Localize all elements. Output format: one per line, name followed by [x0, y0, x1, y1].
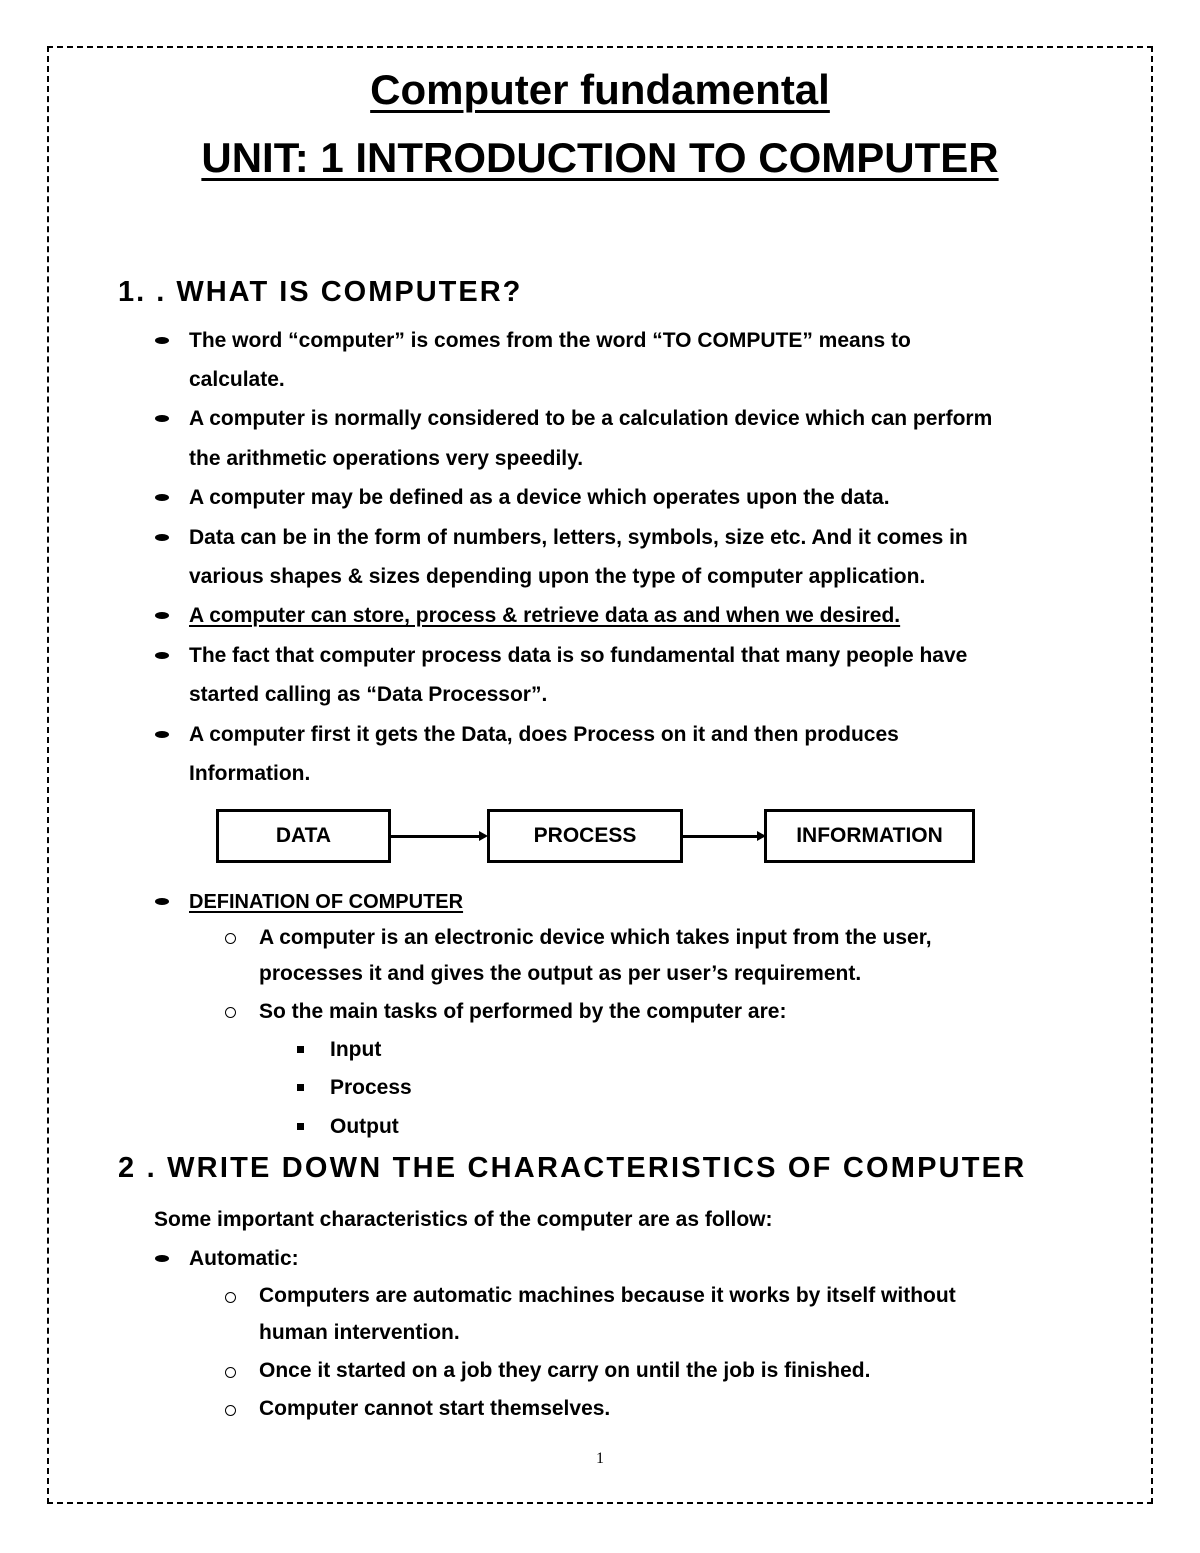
bullet-icon: [155, 337, 169, 344]
bullet-line: A computer may be defined as a device which operates upon the data.: [189, 486, 890, 509]
flow-box-process: PROCESS: [487, 809, 683, 863]
bullet-line: Data can be in the form of numbers, letters, symbols, size etc. And it comes in: [189, 526, 968, 549]
unit-title: UNIT: 1 INTRODUCTION TO COMPUTER: [201, 134, 999, 181]
task-item: Output: [330, 1115, 399, 1138]
bullet-line: started calling as “Data Processor”.: [189, 683, 548, 706]
definition-heading: DEFINATION OF COMPUTER: [189, 891, 464, 913]
bullet-icon: [155, 652, 169, 659]
bullet-icon: [155, 898, 169, 905]
flow-arrow: [683, 835, 757, 838]
flow-box-data: DATA: [216, 809, 391, 863]
bullet-line: The fact that computer process data is so fundamental that many people have: [189, 644, 968, 667]
bullet-icon: [155, 731, 169, 738]
task-item: Input: [330, 1038, 382, 1061]
task-item: Process: [330, 1076, 412, 1099]
flow-arrow: [391, 835, 479, 838]
bullet-line: The word “computer” is comes from the word “TO COMPUTE” means to: [189, 329, 911, 352]
section-2-heading: 2 . WRITE DOWN THE CHARACTERISTICS OF COMPUTER: [118, 1152, 1027, 1184]
bullet-icon: [155, 534, 169, 541]
circle-bullet-icon: [225, 1405, 236, 1416]
section-2-intro: Some important characteristics of the computer are as follow:: [154, 1208, 773, 1231]
bullet-icon: [155, 612, 169, 619]
circle-bullet-icon: [225, 1367, 236, 1378]
circle-bullet-icon: [225, 1007, 236, 1018]
definition-line: A computer is an electronic device which takes input from the user,: [259, 926, 932, 949]
bullet-icon: [155, 1255, 169, 1262]
bullet-line: various shapes & sizes depending upon the type of computer application.: [189, 565, 926, 588]
bullet-icon: [155, 415, 169, 422]
square-bullet-icon: [297, 1123, 304, 1130]
bullet-line: Information.: [189, 762, 311, 785]
bullet-icon: [155, 494, 169, 501]
document-title: Computer fundamental: [370, 66, 830, 113]
bullet-line: the arithmetic operations very speedily.: [189, 447, 584, 470]
bullet-line: A computer is normally considered to be a calculation device which can perform: [189, 407, 993, 430]
circle-bullet-icon: [225, 1292, 236, 1303]
circle-bullet-icon: [225, 933, 236, 944]
definition-line: So the main tasks of performed by the computer are:: [259, 1000, 787, 1023]
bullet-line: A computer first it gets the Data, does Process on it and then produces: [189, 723, 899, 746]
definition-line: processes it and gives the output as per user’s requirement.: [259, 962, 862, 985]
bullet-line-underlined: A computer can store, process & retrieve data as and when we desired.: [189, 604, 901, 627]
characteristic-line: Computer cannot start themselves.: [259, 1397, 611, 1420]
square-bullet-icon: [297, 1046, 304, 1053]
characteristic-line: Once it started on a job they carry on until the job is finished.: [259, 1359, 871, 1382]
characteristic-line: human intervention.: [259, 1321, 460, 1344]
square-bullet-icon: [297, 1084, 304, 1091]
characteristic-label: Automatic:: [189, 1247, 299, 1270]
flow-box-information: INFORMATION: [764, 809, 975, 863]
section-1-heading: 1. . WHAT IS COMPUTER?: [118, 276, 523, 308]
characteristic-line: Computers are automatic machines because it works by itself without: [259, 1284, 956, 1307]
page-number: 1: [596, 1450, 604, 1467]
bullet-line: calculate.: [189, 368, 285, 391]
